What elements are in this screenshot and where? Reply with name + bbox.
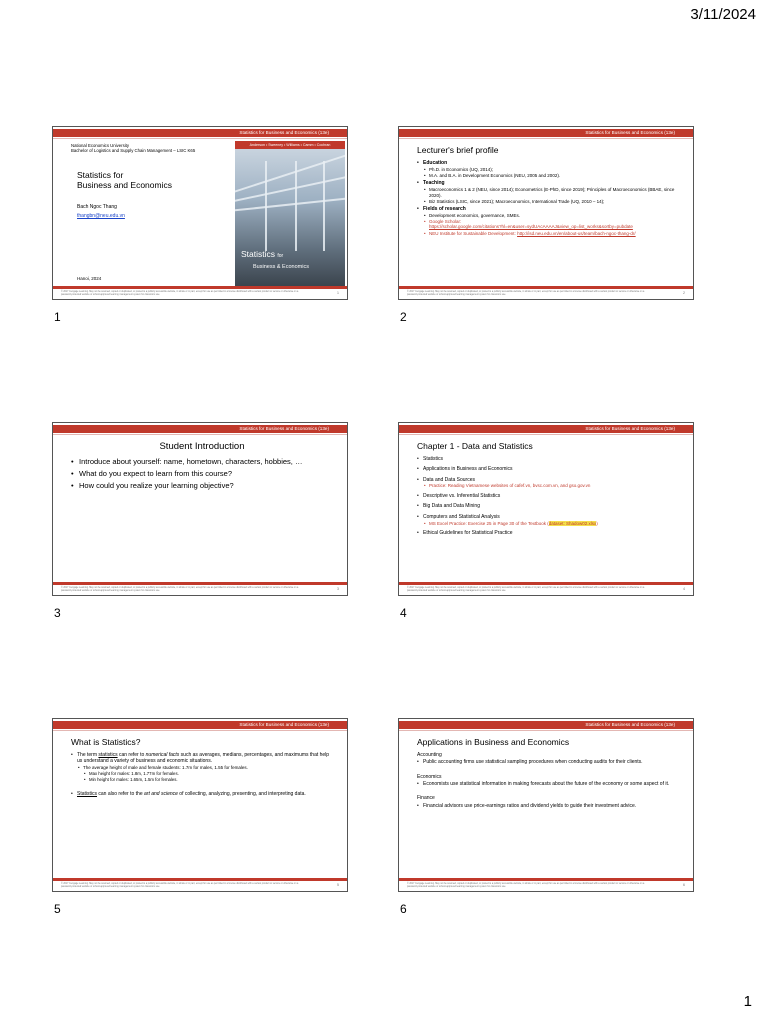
cover-beam — [295, 161, 297, 251]
cover-subtitle: Business & Economics — [253, 264, 309, 270]
bullet-list — [71, 752, 333, 797]
list-item: • How could you realize your learning objective? — [71, 481, 333, 490]
city-year: Hanoi, 2024 — [77, 276, 102, 281]
slide-banner: Statistics for Business and Economics (13e) — [53, 425, 347, 433]
text-run: of collecting, analyzing, presenting, and interpreting data. — [177, 791, 306, 798]
list-item: • Fields of research — [417, 206, 679, 212]
excel-practice-end: ) — [596, 520, 598, 526]
bullet-list — [417, 759, 679, 765]
slide-footer-number: 5 — [337, 883, 339, 887]
list-item: • Min height for males: 1.65m, 1.5m for females. — [71, 777, 333, 782]
banner-rule — [399, 434, 693, 435]
slide-6-thumbnail[interactable] — [398, 718, 694, 892]
list-item: • Data and Data Sources — [417, 477, 679, 483]
cover-text-block — [71, 143, 231, 219]
slide-5-thumbnail[interactable] — [52, 718, 348, 892]
slide-3-thumbnail[interactable] — [52, 422, 348, 596]
slide-title: Applications in Business and Economics — [417, 737, 570, 747]
footer-bar — [399, 878, 693, 881]
list-item: • Computers and Statistical Analysis — [417, 514, 679, 520]
excel-practice-text: MS Excel Practice: Exercise 25 in Page 30 of the Textbook ( — [429, 520, 549, 526]
slide-title: Chapter 1 - Data and Statistics — [417, 441, 533, 451]
list-item: • Introduce about yourself: name, hometown, characters, hobbies, … — [71, 457, 333, 466]
list-item: • Teaching — [417, 180, 679, 186]
slide-banner: Statistics for Business and Economics (13e) — [53, 721, 347, 729]
list-item: • What do you expect to learn from this course? — [71, 469, 333, 478]
term-statistics: statistics — [98, 752, 118, 758]
slide-title: Student Introduction — [159, 441, 245, 452]
bullet-list — [417, 456, 679, 536]
slide-body — [417, 737, 679, 809]
slide-number-label: 4 — [400, 606, 407, 620]
list-item — [71, 791, 333, 797]
list-item: • Ph.D. in Economics (UQ, 2014); — [417, 167, 679, 173]
slide-body — [417, 145, 679, 236]
text-run: The term — [77, 752, 99, 758]
bullet-list — [71, 457, 333, 490]
cover-beam — [265, 161, 267, 251]
list-item: • The average height of male and female students: 1.7m for males, 1.55 for females. — [71, 765, 333, 771]
slide-body — [71, 737, 333, 797]
cover-beam — [323, 161, 325, 251]
footer-bar — [53, 878, 347, 881]
slide-body — [417, 441, 679, 536]
cover-authors: Anderson • Sweeney • Williams • Camm • Cochran — [235, 141, 345, 149]
list-item: • Development economics, governance, SMEs. — [417, 213, 679, 219]
scholar-link[interactable]: https://scholar.google.com/citations?hl=en&user=sydUAcAAAAJ&view_op=list_works&sortby=pubdate — [429, 224, 633, 230]
list-item: • Big Data and Data Mining — [417, 503, 679, 509]
footer-copyright: © 2017 Cengage Learning. May not be scanned, copied or duplicated, or posted to a publicly accessible website, in whole or in part, except for use as permitted in a license distributed with a certain product or service or otherwise on a password-protected website or school-approved learning management system for classroom use. — [61, 883, 299, 888]
slide-body — [71, 441, 333, 490]
slide-banner: Statistics for Business and Economics (13e) — [399, 425, 693, 433]
slide-title: What is Statistics? — [71, 737, 141, 747]
course-title-line2: Business and Economics — [77, 179, 172, 190]
footer-copyright: © 2017 Cengage Learning. May not be scanned, copied or duplicated, or posted to a publicly accessible website, in whole or in part, except for use as permitted in a license distributed with a certain product or service or otherwise on a password-protected website or school-approved learning management system for classroom use. — [407, 291, 645, 296]
list-item: • Education — [417, 160, 679, 166]
slide-1-thumbnail[interactable] — [52, 126, 348, 300]
list-item — [71, 752, 333, 765]
slide-4-thumbnail[interactable] — [398, 422, 694, 596]
list-item: • Practice: Reading Vietnamese websites of cafef.vn, bvsc.com.vn, and gso.gov.vn — [417, 483, 679, 489]
slide-footer-number: 3 — [337, 587, 339, 591]
term-numerical-facts: numerical facts — [145, 752, 180, 758]
list-item — [417, 521, 679, 527]
list-item — [417, 219, 679, 230]
lecturer-email-link[interactable]: thangbn@neu.edu.vn — [77, 212, 125, 219]
cover-title-for: for — [277, 253, 284, 259]
footer-bar — [399, 582, 693, 585]
bullet-list — [417, 803, 679, 809]
cover-title — [241, 250, 283, 261]
banner-rule — [53, 138, 347, 139]
slide-number-label: 6 — [400, 902, 407, 916]
footer-copyright: © 2017 Cengage Learning. May not be scanned, copied or duplicated, or posted to a publicly accessible website, in whole or in part, except for use as permitted in a license distributed with a certain product or service or otherwise on a password-protected website or school-approved learning management system for classroom use. — [407, 883, 645, 888]
list-item: • Biz Statistics (LSIC, since 2021); Macroeconomics, International Trade (UQ, 2010 – 14); — [417, 199, 679, 205]
list-item: • Max height for males: 1.8m, 1.77m for females. — [71, 771, 333, 776]
list-item: • Economists use statistical information in making forecasts about the future of the economy or some aspect of it. — [417, 781, 679, 787]
term-art-and-science: art and science — [144, 791, 178, 798]
slide-number-label: 3 — [54, 606, 61, 620]
slide-footer-number: 2 — [683, 291, 685, 295]
banner-rule — [53, 434, 347, 435]
footer-bar — [399, 286, 693, 289]
cover-title-main: Statistics — [241, 249, 276, 259]
lecturer-name: Bach Ngoc Thang — [77, 203, 117, 210]
term-statistics: Statistics — [77, 791, 98, 798]
section-heading-economics: Economics — [417, 773, 442, 780]
banner-rule — [399, 138, 693, 139]
isd-label: NEU Institute for Sustainable Development: — [429, 230, 516, 236]
footer-bar — [53, 286, 347, 289]
course-title — [77, 170, 231, 190]
list-item: • Macroeconomics 1 & 2 (NEU, since 2014); Econometrics (E-PhD, since 2019); Principles of Macroeconomics (BBAE, since 2020). — [417, 187, 679, 198]
list-item: • Statistics — [417, 456, 679, 462]
list-item: • Financial advisors use price-earnings ratios and dividend yields to guide their investment advice. — [417, 803, 679, 809]
list-item — [417, 231, 679, 237]
slide-footer-number: 4 — [683, 587, 685, 591]
slide-title: Lecturer's brief profile — [417, 145, 499, 155]
slide-footer-number: 6 — [683, 883, 685, 887]
section-heading-accounting: Accounting — [417, 752, 442, 758]
institution-name: National Economics University — [71, 143, 130, 148]
footer-copyright: © 2017 Cengage Learning. May not be scanned, copied or duplicated, or posted to a publicly accessible website, in whole or in part, except for use as permitted in a license distributed with a certain product or service or otherwise on a password-protected website or school-approved learning management system for classroom use. — [61, 587, 299, 592]
program-name: Bachelor of Logistics and Supply Chain Management – LSIC K65 — [71, 148, 196, 154]
course-title-line1: Statistics for — [77, 169, 124, 180]
text-run: can refer to — [117, 752, 146, 758]
bullet-list — [417, 781, 679, 787]
footer-copyright: © 2017 Cengage Learning. May not be scanned, copied or duplicated, or posted to a publicly accessible website, in whole or in part, except for use as permitted in a license distributed with a certain product or service or otherwise on a password-protected website or school-approved learning management system for classroom use. — [407, 587, 645, 592]
slide-number-label: 1 — [54, 310, 61, 324]
banner-rule — [399, 730, 693, 731]
list-item: • Public accounting firms use statistical sampling procedures when conducting audits for their clients. — [417, 759, 679, 765]
slide-banner: Statistics for Business and Economics (13e) — [399, 129, 693, 137]
slide-footer-number: 1 — [337, 291, 339, 295]
slide-2-thumbnail[interactable] — [398, 126, 694, 300]
slide-banner: Statistics for Business and Economics (13e) — [399, 721, 693, 729]
slide-number-label: 5 — [54, 902, 61, 916]
footer-copyright: © 2017 Cengage Learning. May not be scanned, copied or duplicated, or posted to a publicly accessible website, in whole or in part, except for use as permitted in a license distributed with a certain product or service or otherwise on a password-protected website or school-approved learning management system for classroom use. — [61, 291, 299, 296]
page-number: 1 — [743, 993, 752, 1010]
print-date: 3/11/2024 — [690, 6, 756, 23]
textbook-cover-image — [235, 141, 345, 287]
text-run: such as averages, medians, percentages, and maximums that help us understand a variety of business and economic situations. — [77, 752, 330, 765]
section-heading-finance: Finance — [417, 795, 435, 802]
slide-number-label: 2 — [400, 310, 407, 324]
dataset-highlight: dataset: Shadow02.xlsx — [548, 520, 597, 526]
slide-banner: Statistics for Business and Economics (13e) — [53, 129, 347, 137]
isd-link[interactable]: http://isd.neu.edu.vn/en/about-us/team/bach-ngoc-thang-dr/ — [517, 230, 636, 236]
banner-rule — [53, 730, 347, 731]
profile-list — [417, 160, 679, 236]
list-item: • Ethical Guidelines for Statistical Practice — [417, 530, 679, 536]
footer-bar — [53, 582, 347, 585]
list-item: • Applications in Business and Economics — [417, 466, 679, 472]
list-item: • Descriptive vs. Inferential Statistics — [417, 493, 679, 499]
list-item: • M.A. and B.A. in Development Economics (NEU, 2005 and 2002). — [417, 173, 679, 179]
scholar-label: Google Scholar: — [429, 218, 462, 224]
text-run: can also refer to the — [97, 791, 144, 798]
